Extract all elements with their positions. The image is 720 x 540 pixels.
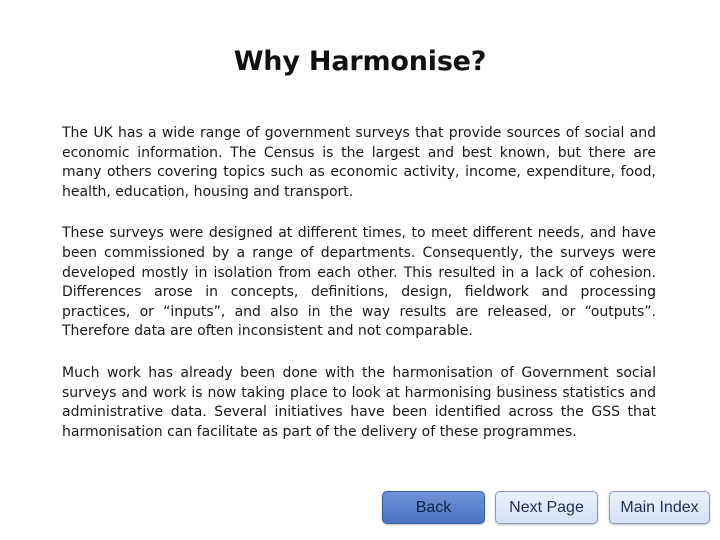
paragraph-survey-differences: These surveys were designed at different times, to meet different needs, and have been commissioned by a range of departments. Consequently, the surveys were developed mostly in isolation from each other. This resulted in a lack of cohesion. Differences arose in concepts, definitions, design, fieldwork and processing practices, or “inputs”, and also in the way results are released, or “outputs”. Therefore data are often inconsistent and not comparable. bbox=[62, 225, 656, 340]
next-page-button[interactable]: Next Page bbox=[495, 491, 598, 524]
slide-body bbox=[62, 124, 656, 442]
main-index-button[interactable]: Main Index bbox=[609, 491, 710, 524]
paragraph-harmonisation-work: Much work has already been done with the harmonisation of Government social surveys and work is now taking place to look at harmonising business statistics and administrative data. Several initiatives have been identified across the GSS that harmonisation can facilitate as part of the delivery of these programmes. bbox=[62, 364, 656, 440]
back-button[interactable]: Back bbox=[382, 491, 485, 524]
slide-title: Why Harmonise? bbox=[233, 46, 487, 77]
paragraph-surveys-overview: The UK has a wide range of government surveys that provide sources of social and economic information. The Census is the largest and best known, but there are many others covering topics such as economic activity, income, expenditure, food, health, education, housing and transport. bbox=[62, 125, 656, 200]
